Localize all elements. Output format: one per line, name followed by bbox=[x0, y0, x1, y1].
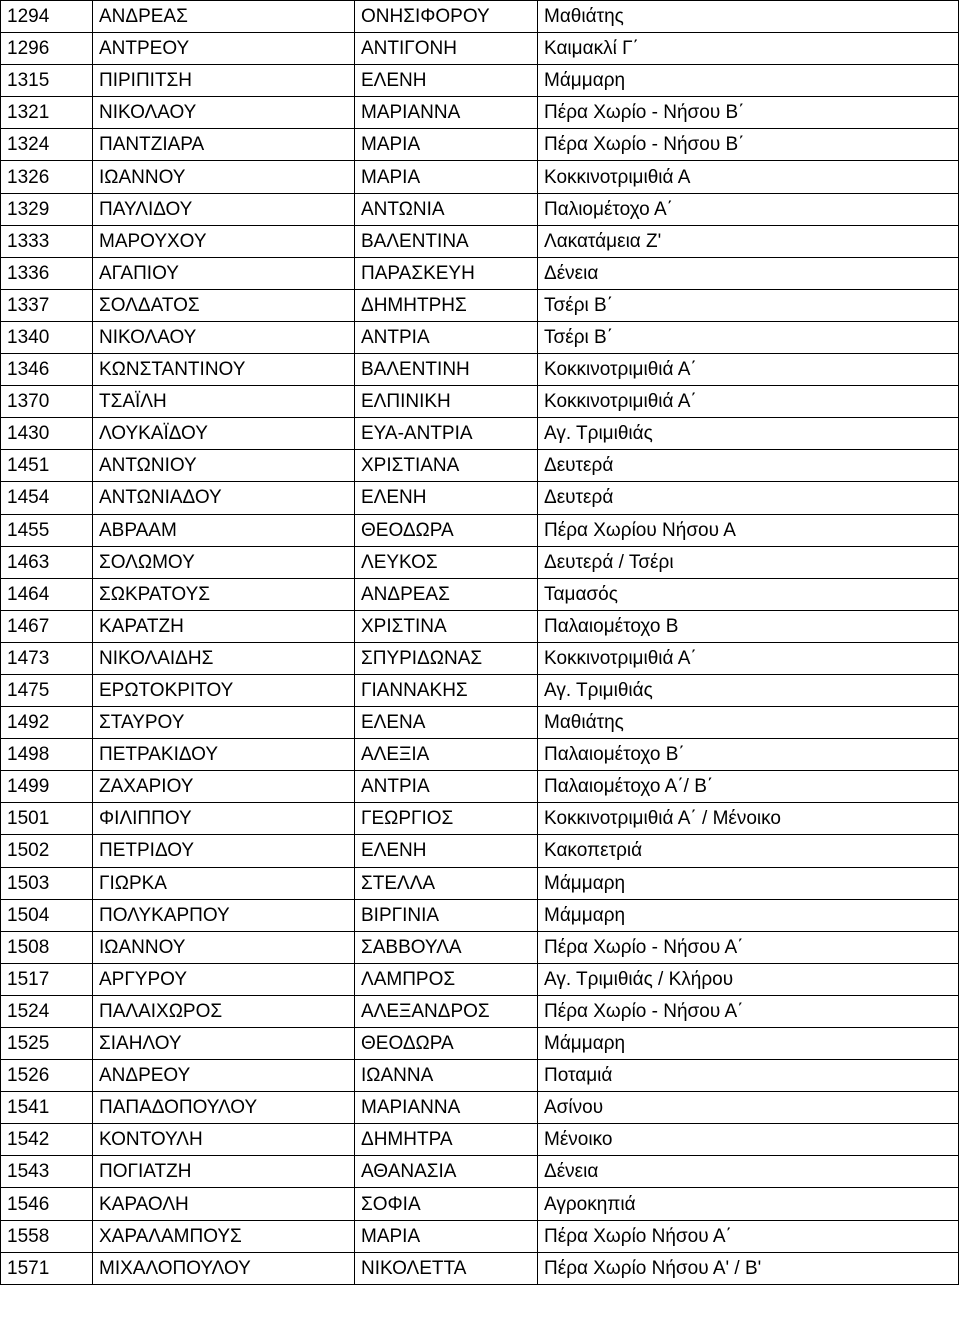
id-cell: 1454 bbox=[1, 482, 93, 514]
surname-cell: ΠΕΤΡΑΚΙΔΟΥ bbox=[93, 739, 355, 771]
location-cell: Δευτερά bbox=[538, 482, 959, 514]
surname-cell: ΑΝΤΩΝΙΟΥ bbox=[93, 450, 355, 482]
id-cell: 1475 bbox=[1, 674, 93, 706]
surname-cell: ΜΑΡΟΥΧΟΥ bbox=[93, 225, 355, 257]
location-cell: Δένεια bbox=[538, 1156, 959, 1188]
surname-cell: ΑΝΔΡΕΟΥ bbox=[93, 1060, 355, 1092]
table-row bbox=[1, 354, 959, 386]
id-cell: 1296 bbox=[1, 33, 93, 65]
first-name-cell: ΔΗΜΗΤΡΑ bbox=[355, 1124, 538, 1156]
first-name-cell: ΕΛΕΝΑ bbox=[355, 707, 538, 739]
first-name-cell: ΑΝΔΡΕΑΣ bbox=[355, 578, 538, 610]
id-cell: 1340 bbox=[1, 321, 93, 353]
table-row bbox=[1, 739, 959, 771]
first-name-cell: ΕΛΕΝΗ bbox=[355, 482, 538, 514]
surname-cell: ΣΙΑΗΛΟΥ bbox=[93, 1028, 355, 1060]
surname-cell: ΠΑΝΤΖΙΑΡΑ bbox=[93, 129, 355, 161]
id-cell: 1501 bbox=[1, 803, 93, 835]
table-row bbox=[1, 578, 959, 610]
id-cell: 1315 bbox=[1, 65, 93, 97]
location-cell: Πέρα Χωρίο - Νήσου Β΄ bbox=[538, 129, 959, 161]
location-cell: Κοκκινοτριμιθιά Α΄ / Μένοικο bbox=[538, 803, 959, 835]
surname-cell: ΚΑΡΑΟΛΗ bbox=[93, 1188, 355, 1220]
first-name-cell: ΕΥΑ-ΑΝΤΡΙΑ bbox=[355, 418, 538, 450]
table-row bbox=[1, 1124, 959, 1156]
location-cell: Καιμακλί Γ΄ bbox=[538, 33, 959, 65]
id-cell: 1463 bbox=[1, 546, 93, 578]
surname-cell: ΛΟΥΚΑΪΔΟΥ bbox=[93, 418, 355, 450]
surname-cell: ΚΩΝΣΤΑΝΤΙΝΟΥ bbox=[93, 354, 355, 386]
location-cell: Κοκκινοτριμιθιά Α΄ bbox=[538, 386, 959, 418]
table-row bbox=[1, 899, 959, 931]
id-cell: 1504 bbox=[1, 899, 93, 931]
location-cell: Αγροκηπιά bbox=[538, 1188, 959, 1220]
first-name-cell: ΑΘΑΝΑΣΙΑ bbox=[355, 1156, 538, 1188]
location-cell: Αγ. Τριμιθιάς bbox=[538, 418, 959, 450]
id-cell: 1451 bbox=[1, 450, 93, 482]
surname-cell: ΜΙΧΑΛΟΠΟΥΛΟΥ bbox=[93, 1252, 355, 1284]
first-name-cell: ΓΙΑΝΝΑΚΗΣ bbox=[355, 674, 538, 706]
surname-cell: ΠΕΤΡΙΔΟΥ bbox=[93, 835, 355, 867]
surname-cell: ΣΤΑΥΡΟΥ bbox=[93, 707, 355, 739]
id-cell: 1464 bbox=[1, 578, 93, 610]
first-name-cell: ΣΟΦΙΑ bbox=[355, 1188, 538, 1220]
location-cell: Κοκκινοτριμιθιά Α bbox=[538, 161, 959, 193]
first-name-cell: ΛΕΥΚΟΣ bbox=[355, 546, 538, 578]
surname-cell: ΧΑΡΑΛΑΜΠΟΥΣ bbox=[93, 1220, 355, 1252]
location-cell: Τσέρι Β΄ bbox=[538, 289, 959, 321]
table-row bbox=[1, 257, 959, 289]
surname-cell: ΣΟΛΔΑΤΟΣ bbox=[93, 289, 355, 321]
location-cell: Τσέρι Β΄ bbox=[538, 321, 959, 353]
id-cell: 1543 bbox=[1, 1156, 93, 1188]
first-name-cell: ΕΛΠΙΝΙΚΗ bbox=[355, 386, 538, 418]
id-cell: 1503 bbox=[1, 867, 93, 899]
surname-cell: ΚΟΝΤΟΥΛΗ bbox=[93, 1124, 355, 1156]
id-cell: 1337 bbox=[1, 289, 93, 321]
id-cell: 1326 bbox=[1, 161, 93, 193]
id-cell: 1571 bbox=[1, 1252, 93, 1284]
first-name-cell: ΑΛΕΞΙΑ bbox=[355, 739, 538, 771]
table-row bbox=[1, 1092, 959, 1124]
id-cell: 1294 bbox=[1, 1, 93, 33]
table-row bbox=[1, 225, 959, 257]
table-row bbox=[1, 450, 959, 482]
first-name-cell: ΠΑΡΑΣΚΕΥΗ bbox=[355, 257, 538, 289]
id-cell: 1525 bbox=[1, 1028, 93, 1060]
table-row bbox=[1, 289, 959, 321]
id-cell: 1502 bbox=[1, 835, 93, 867]
table-body bbox=[1, 1, 959, 1285]
location-cell: Πέρα Χωρίο - Νήσου Α΄ bbox=[538, 995, 959, 1027]
id-cell: 1526 bbox=[1, 1060, 93, 1092]
surname-cell: ΤΣΑΪΛΗ bbox=[93, 386, 355, 418]
surname-cell: ΑΒΡΑΑΜ bbox=[93, 514, 355, 546]
table-row bbox=[1, 1252, 959, 1284]
id-cell: 1508 bbox=[1, 931, 93, 963]
location-cell: Μάμμαρη bbox=[538, 1028, 959, 1060]
location-cell: Αγ. Τριμιθιάς / Κλήρου bbox=[538, 963, 959, 995]
location-cell: Ταμασός bbox=[538, 578, 959, 610]
table-row bbox=[1, 546, 959, 578]
first-name-cell: ΔΗΜΗΤΡΗΣ bbox=[355, 289, 538, 321]
id-cell: 1546 bbox=[1, 1188, 93, 1220]
table-row bbox=[1, 321, 959, 353]
location-cell: Παλιομέτοχο Α΄ bbox=[538, 193, 959, 225]
table-row bbox=[1, 707, 959, 739]
location-cell: Δευτερά bbox=[538, 450, 959, 482]
location-cell: Μαθιάτης bbox=[538, 1, 959, 33]
table-row bbox=[1, 995, 959, 1027]
surname-cell: ΓΙΩΡΚΑ bbox=[93, 867, 355, 899]
location-cell: Αγ. Τριμιθιάς bbox=[538, 674, 959, 706]
id-cell: 1455 bbox=[1, 514, 93, 546]
id-cell: 1333 bbox=[1, 225, 93, 257]
surname-cell: ΦΙΛΙΠΠΟΥ bbox=[93, 803, 355, 835]
id-cell: 1321 bbox=[1, 97, 93, 129]
id-cell: 1370 bbox=[1, 386, 93, 418]
id-cell: 1336 bbox=[1, 257, 93, 289]
first-name-cell: ΟΝΗΣΙΦΟΡΟΥ bbox=[355, 1, 538, 33]
first-name-cell: ΓΕΩΡΓΙΟΣ bbox=[355, 803, 538, 835]
id-cell: 1542 bbox=[1, 1124, 93, 1156]
first-name-cell: ΧΡΙΣΤΙΝΑ bbox=[355, 610, 538, 642]
first-name-cell: ΑΝΤΙΓΟΝΗ bbox=[355, 33, 538, 65]
id-cell: 1324 bbox=[1, 129, 93, 161]
first-name-cell: ΣΤΕΛΛΑ bbox=[355, 867, 538, 899]
id-cell: 1473 bbox=[1, 642, 93, 674]
table-row bbox=[1, 514, 959, 546]
first-name-cell: ΒΑΛΕΝΤΙΝΑ bbox=[355, 225, 538, 257]
table-row bbox=[1, 1, 959, 33]
table-row bbox=[1, 610, 959, 642]
first-name-cell: ΑΝΤΩΝΙΑ bbox=[355, 193, 538, 225]
surname-cell: ΖΑΧΑΡΙΟΥ bbox=[93, 771, 355, 803]
table-row bbox=[1, 1156, 959, 1188]
first-name-cell: ΕΛΕΝΗ bbox=[355, 835, 538, 867]
surname-cell: ΑΝΤΩΝΙΑΔΟΥ bbox=[93, 482, 355, 514]
id-cell: 1467 bbox=[1, 610, 93, 642]
location-cell: Πέρα Χωρίο Νήσου Α' / Β' bbox=[538, 1252, 959, 1284]
first-name-cell: ΙΩΑΝΝΑ bbox=[355, 1060, 538, 1092]
surname-cell: ΣΩΚΡΑΤΟΥΣ bbox=[93, 578, 355, 610]
surname-cell: ΠΑΥΛΙΔΟΥ bbox=[93, 193, 355, 225]
location-cell: Παλαιομέτοχο Β΄ bbox=[538, 739, 959, 771]
location-cell: Πέρα Χωρίο - Νήσου Β΄ bbox=[538, 97, 959, 129]
first-name-cell: ΜΑΡΙΑ bbox=[355, 1220, 538, 1252]
table-row bbox=[1, 771, 959, 803]
surname-cell: ΑΝΔΡΕΑΣ bbox=[93, 1, 355, 33]
surname-cell: ΑΓΑΠΙΟΥ bbox=[93, 257, 355, 289]
table-row bbox=[1, 867, 959, 899]
table-row bbox=[1, 1220, 959, 1252]
first-name-cell: ΧΡΙΣΤΙΑΝΑ bbox=[355, 450, 538, 482]
first-name-cell: ΑΛΕΞΑΝΔΡΟΣ bbox=[355, 995, 538, 1027]
table-row bbox=[1, 418, 959, 450]
location-cell: Κοκκινοτριμιθιά Α΄ bbox=[538, 642, 959, 674]
id-cell: 1498 bbox=[1, 739, 93, 771]
location-cell: Δευτερά / Τσέρι bbox=[538, 546, 959, 578]
surname-cell: ΚΑΡΑΤΖΗ bbox=[93, 610, 355, 642]
first-name-cell: ΜΑΡΙΑΝΝΑ bbox=[355, 97, 538, 129]
location-cell: Μάμμαρη bbox=[538, 867, 959, 899]
location-cell: Δένεια bbox=[538, 257, 959, 289]
first-name-cell: ΘΕΟΔΩΡΑ bbox=[355, 514, 538, 546]
table-row bbox=[1, 33, 959, 65]
location-cell: Πέρα Χωρίο - Νήσου Α΄ bbox=[538, 931, 959, 963]
id-cell: 1524 bbox=[1, 995, 93, 1027]
surname-cell: ΠΑΠΑΔΟΠΟΥΛΟΥ bbox=[93, 1092, 355, 1124]
location-cell: Παλαιομέτοχο Α΄/ Β΄ bbox=[538, 771, 959, 803]
surname-cell: ΑΝΤΡΕΟΥ bbox=[93, 33, 355, 65]
first-name-cell: ΒΙΡΓΙΝΙΑ bbox=[355, 899, 538, 931]
location-cell: Λακατάμεια Ζ' bbox=[538, 225, 959, 257]
surname-cell: ΙΩΑΝΝΟΥ bbox=[93, 931, 355, 963]
table-row bbox=[1, 65, 959, 97]
surname-cell: ΕΡΩΤΟΚΡΙΤΟΥ bbox=[93, 674, 355, 706]
surname-cell: ΝΙΚΟΛΑΟΥ bbox=[93, 97, 355, 129]
table-row bbox=[1, 1060, 959, 1092]
id-cell: 1492 bbox=[1, 707, 93, 739]
table-row bbox=[1, 482, 959, 514]
first-name-cell: ΑΝΤΡΙΑ bbox=[355, 771, 538, 803]
location-cell: Ποταμιά bbox=[538, 1060, 959, 1092]
first-name-cell: ΣΑΒΒΟΥΛΑ bbox=[355, 931, 538, 963]
id-cell: 1346 bbox=[1, 354, 93, 386]
table-row bbox=[1, 193, 959, 225]
surname-cell: ΑΡΓΥΡΟΥ bbox=[93, 963, 355, 995]
table-row bbox=[1, 161, 959, 193]
location-cell: Μάμμαρη bbox=[538, 899, 959, 931]
location-cell: Μένοικο bbox=[538, 1124, 959, 1156]
table-row bbox=[1, 1188, 959, 1220]
location-cell: Κοκκινοτριμιθιά Α΄ bbox=[538, 354, 959, 386]
surname-cell: ΝΙΚΟΛΑΙΔΗΣ bbox=[93, 642, 355, 674]
location-cell: Μάμμαρη bbox=[538, 65, 959, 97]
id-cell: 1517 bbox=[1, 963, 93, 995]
table-row bbox=[1, 97, 959, 129]
first-name-cell: ΝΙΚΟΛΕΤΤΑ bbox=[355, 1252, 538, 1284]
surname-cell: ΠΟΛΥΚΑΡΠΟΥ bbox=[93, 899, 355, 931]
location-cell: Πέρα Χωρίου Νήσου Α bbox=[538, 514, 959, 546]
location-cell: Παλαιομέτοχο Β bbox=[538, 610, 959, 642]
surname-cell: ΠΟΓΙΑΤΖΗ bbox=[93, 1156, 355, 1188]
id-cell: 1558 bbox=[1, 1220, 93, 1252]
surname-cell: ΣΟΛΩΜΟΥ bbox=[93, 546, 355, 578]
surname-cell: ΝΙΚΟΛΑΟΥ bbox=[93, 321, 355, 353]
first-name-cell: ΜΑΡΙΑΝΝΑ bbox=[355, 1092, 538, 1124]
first-name-cell: ΣΠΥΡΙΔΩΝΑΣ bbox=[355, 642, 538, 674]
table-row bbox=[1, 642, 959, 674]
surname-cell: ΙΩΑΝΝΟΥ bbox=[93, 161, 355, 193]
table-row bbox=[1, 386, 959, 418]
id-cell: 1499 bbox=[1, 771, 93, 803]
surname-cell: ΠΑΛΑΙΧΩΡΟΣ bbox=[93, 995, 355, 1027]
table-row bbox=[1, 931, 959, 963]
surname-cell: ΠΙΡΙΠΙΤΣΗ bbox=[93, 65, 355, 97]
table-row bbox=[1, 963, 959, 995]
first-name-cell: ΛΑΜΠΡΟΣ bbox=[355, 963, 538, 995]
id-cell: 1430 bbox=[1, 418, 93, 450]
table-row bbox=[1, 1028, 959, 1060]
first-name-cell: ΑΝΤΡΙΑ bbox=[355, 321, 538, 353]
id-cell: 1329 bbox=[1, 193, 93, 225]
table-row bbox=[1, 803, 959, 835]
first-name-cell: ΜΑΡΙΑ bbox=[355, 161, 538, 193]
location-cell: Μαθιάτης bbox=[538, 707, 959, 739]
first-name-cell: ΒΑΛΕΝΤΙΝΗ bbox=[355, 354, 538, 386]
table-row bbox=[1, 835, 959, 867]
table-row bbox=[1, 129, 959, 161]
table-row bbox=[1, 674, 959, 706]
first-name-cell: ΘΕΟΔΩΡΑ bbox=[355, 1028, 538, 1060]
id-cell: 1541 bbox=[1, 1092, 93, 1124]
first-name-cell: ΜΑΡΙΑ bbox=[355, 129, 538, 161]
location-cell: Ασίνου bbox=[538, 1092, 959, 1124]
first-name-cell: ΕΛΕΝΗ bbox=[355, 65, 538, 97]
location-cell: Κακοπετριά bbox=[538, 835, 959, 867]
location-cell: Πέρα Χωρίο Νήσου Α΄ bbox=[538, 1220, 959, 1252]
